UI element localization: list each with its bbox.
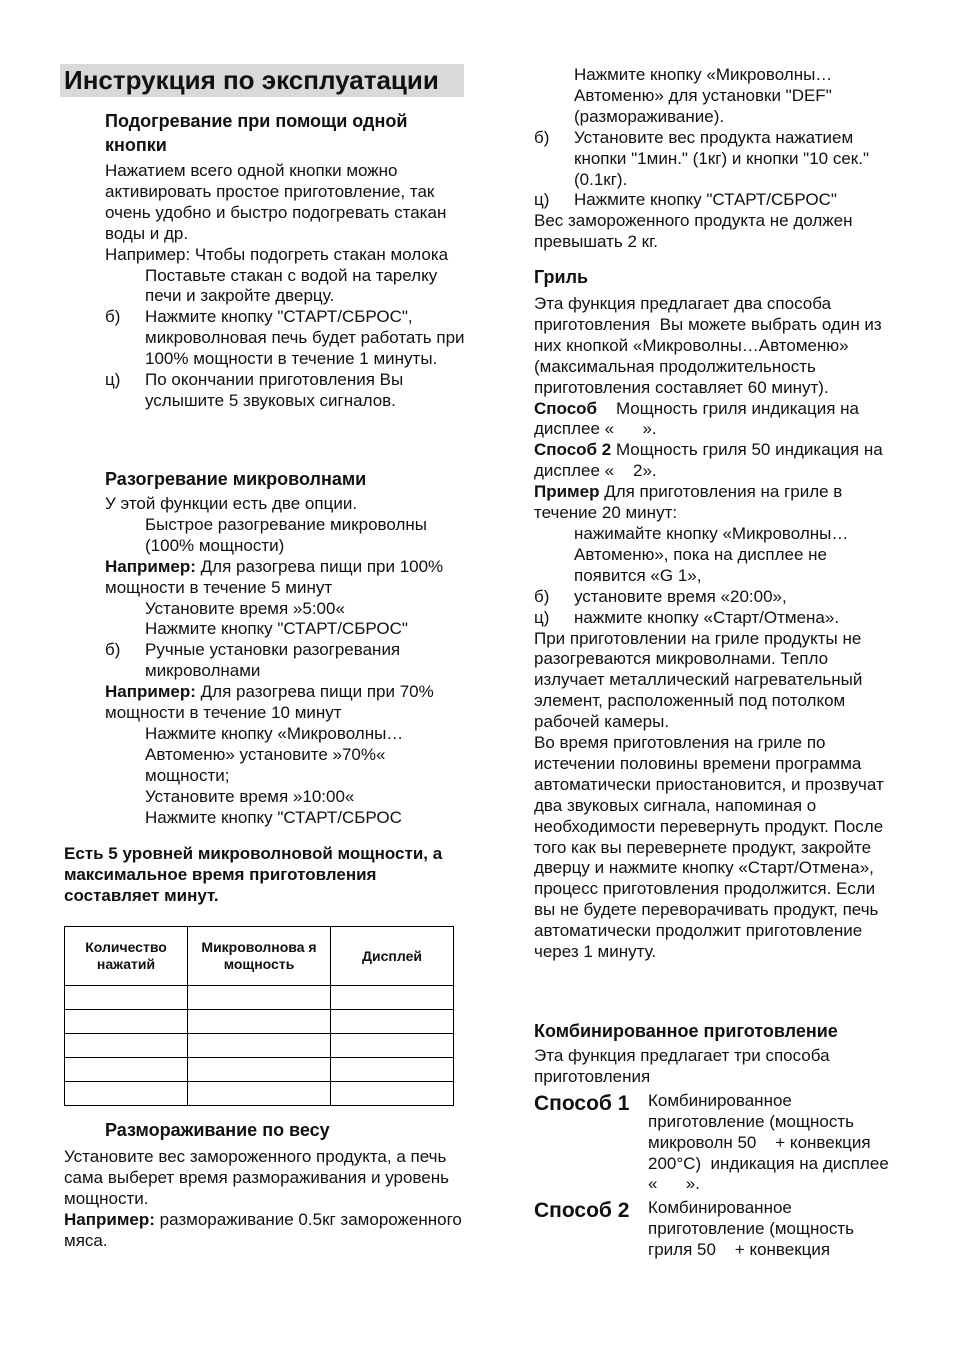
example-label: Например:: [105, 556, 196, 576]
step: Нажмите кнопку «Микроволны…Автоменю» установите »70%« мощности;: [145, 723, 404, 785]
step-b: [534, 128, 894, 191]
option-text: Ручные установки разогревания микроволнами: [145, 640, 401, 681]
power-table: [64, 926, 454, 1106]
step: Нажмите кнопку "СТАРТ/СБРОС: [145, 807, 402, 827]
table-row: [65, 1010, 454, 1034]
step-a: нажимайте кнопку «Микроволны…Автоменю», пока на дисплее не появится «G 1»,: [574, 523, 849, 585]
step-b: [105, 307, 465, 370]
section-defrost-body: [64, 1147, 464, 1252]
step-text: Нажмите кнопку "СТАРТ/СБРОС", микроволновая печь будет работать при 100% мощности в течение 1 минуты.: [145, 307, 465, 369]
paragraph: Например: Чтобы подогреть стакан молока: [105, 244, 449, 264]
defrost-steps: [534, 65, 894, 253]
page-title: Инструкция по эксплуатации: [60, 64, 464, 97]
example-text: Для разогрева пищи при 100% мощности в течение 5 минут: [105, 556, 444, 597]
paragraph: При приготовлении на гриле продукты не разогреваются микроволнами. Тепло излучает металлический нагревательный элемент, расположенный под потолком рабочей камеры.: [534, 628, 863, 732]
step: Установите время »10:00«: [145, 786, 355, 806]
section-heading: Размораживание по весу: [105, 1120, 330, 1140]
section-one-touch: [105, 109, 465, 412]
list-marker: б): [534, 127, 550, 147]
example: [105, 682, 465, 724]
combo-method-1: [534, 1091, 894, 1196]
list-marker: б): [534, 586, 550, 606]
example-label: Пример: [534, 482, 600, 502]
paragraph: Вес замороженного продукта не должен превышать 2 кг.: [534, 211, 853, 252]
step-text: Нажмите кнопку "СТАРТ/СБРОС": [574, 190, 837, 210]
table-header-power: Микроволнова я мощность: [188, 927, 331, 986]
table-header-display: Дисплей: [331, 927, 454, 986]
step-text: установите время «20:00»,: [574, 586, 787, 606]
step-text: Установите вес продукта нажатием кнопки "1мин." (1кг) и кнопки "10 сек." (0.1кг).: [574, 127, 870, 189]
list-marker: ц): [105, 370, 121, 390]
section-grill: [534, 265, 894, 963]
method-text: Мощность гриля индикация на дисплее « ».: [534, 398, 864, 439]
option-b: [105, 640, 465, 682]
step-c: [105, 370, 465, 412]
list-marker: б): [105, 307, 121, 327]
section-heading: Гриль: [534, 267, 589, 287]
step-text: По окончании приготовления Вы услышите 5 звуковых сигналов.: [145, 370, 404, 410]
paragraph: Эта функция предлагает три способа приготовления: [534, 1046, 830, 1086]
example: [64, 1210, 464, 1252]
method-label: Способ 1: [534, 1091, 630, 1115]
example-text: Для разогрева пищи при 70% мощности в течение 10 минут: [105, 682, 434, 723]
table-row: [65, 1058, 454, 1082]
paragraph: Эта функция предлагает два способа приготовления Вы можете выбрать один из них кнопкой «Микроволны…Автоменю» (максимальная продолжительность приготовления составляет 60 минут).: [534, 294, 887, 397]
section-combo: [534, 1019, 894, 1261]
method-2: [534, 440, 894, 482]
example: [105, 557, 465, 599]
step-c: [534, 190, 894, 211]
list-marker: б): [105, 640, 121, 660]
method-label: Способ 2: [534, 1199, 630, 1223]
step-c: [534, 608, 894, 629]
method-1: [534, 399, 894, 441]
method-text: Мощность гриля 50 индикация на дисплее « 2».: [534, 440, 888, 481]
table-row: [65, 986, 454, 1010]
example-text: размораживание 0.5кг замороженного мяса.: [64, 1209, 462, 1250]
section-heading: Комбинированное приготовление: [534, 1021, 838, 1041]
power-note: Есть 5 уровней микроволновой мощности, а максимальное время приготовления составляет минут.: [64, 844, 443, 905]
step-a: Поставьте стакан с водой на тарелку печи и закройте дверцу.: [145, 265, 438, 306]
method-text: Комбинированное приготовление (мощность микроволн 50 + конвекция 200°С) индикация на дисплее « ».: [648, 1090, 894, 1194]
section-heading: Подогревание при помощи одной кнопки: [105, 111, 408, 155]
step-a: Нажмите кнопку «Микроволны…Автоменю» для установки "DEF" (размораживание).: [574, 65, 833, 126]
list-marker: ц): [534, 190, 550, 210]
paragraph: Нажатием всего одной кнопки можно активировать простое приготовление, так очень удобно и быстро подогревать стакан воды и др.: [105, 161, 447, 243]
example-label: Например:: [105, 682, 196, 702]
example-label: Например:: [64, 1209, 155, 1229]
table-row: [65, 1034, 454, 1058]
section-defrost-heading-wrap: [105, 1118, 330, 1142]
example-text: Для приготовления на гриле в течение 20 минут:: [534, 482, 843, 523]
list-marker: ц): [534, 607, 550, 627]
step-b: [534, 587, 894, 608]
step: Нажмите кнопку "СТАРТ/СБРОС": [145, 619, 408, 639]
paragraph: У этой функции есть две опции.: [105, 494, 358, 513]
step: Установите время »5:00«: [145, 598, 345, 618]
paragraph: Во время приготовления на гриле по истечении половины времени программа автоматически приостановится, и прозвучат два звуковых сигнала, напоминая о необходимости перевернуть продукт. После того как вы перевернете продукт, закройте дверцу и нажмите кнопку «Старт/Отмена», процесс приготовления продолжится. Если вы не будете переворачивать продукт, печь автоматически продолжит приготовление через 1 минуту.: [534, 733, 884, 962]
section-microwave: [105, 467, 465, 829]
method-text: Комбинированное приготовление (мощность гриля 50 + конвекция: [648, 1198, 859, 1260]
step-text: нажмите кнопку «Старт/Отмена».: [574, 607, 840, 627]
table-header-presses: Количество нажатий: [65, 927, 188, 986]
method-label: Способ 2: [534, 440, 612, 460]
section-heading: Разогревание микроволнами: [105, 469, 367, 489]
table-row: [65, 1082, 454, 1106]
method-label: Способ: [534, 398, 598, 418]
option-a: Быстрое разогревание микроволны (100% мощности): [145, 514, 427, 555]
example: [534, 482, 894, 524]
paragraph: Установите вес замороженного продукта, а печь сама выберет время размораживания и уровень мощности.: [64, 1147, 449, 1208]
combo-method-2: [534, 1198, 894, 1261]
